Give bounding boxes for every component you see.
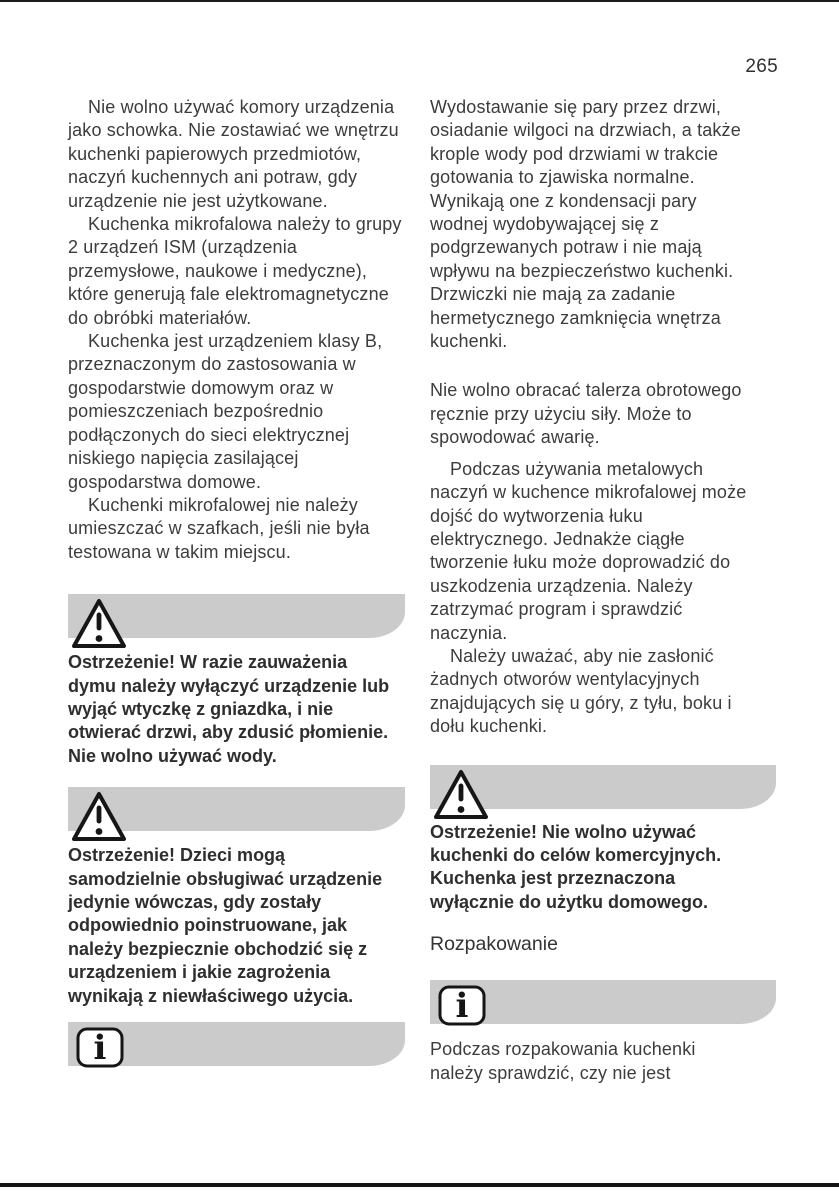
text-line: dołu kuchenki. xyxy=(430,716,548,737)
body-paragraph xyxy=(68,494,405,564)
text-line: Wydostawanie się pary przez drzwi, xyxy=(430,97,722,117)
text-line: wodnej wydobywającej się z xyxy=(430,214,660,235)
text-line: kuchenki papierowych przedmiotów, xyxy=(68,143,362,164)
warning-triangle-icon xyxy=(71,791,127,848)
body-paragraph xyxy=(430,379,776,449)
text-line: spowodować awarię. xyxy=(430,427,600,448)
text-line: umieszczać w szafkach, jeśli nie była xyxy=(68,518,370,539)
text-line: należy sprawdzić, czy nie jest xyxy=(430,1062,671,1083)
text-line: Kuchenka mikrofalowa należy to grupy xyxy=(88,214,402,235)
body-paragraph xyxy=(430,458,776,645)
text-line: Nie wolno obracać talerza obrotowego xyxy=(430,380,742,401)
body-paragraph xyxy=(68,213,405,330)
text-line: Kuchenka jest urządzeniem klasy B, xyxy=(88,331,383,352)
text-line: elektrycznego. Jednakże ciągłe xyxy=(430,528,685,549)
text-line: osiadanie wilgoci na drzwiach, a także xyxy=(430,120,741,141)
text-line: krople wody pod drzwiami w trakcie xyxy=(430,143,719,164)
warning-paragraph xyxy=(68,844,405,1008)
info-banner xyxy=(68,1022,405,1066)
warning-banner xyxy=(68,594,405,638)
warning-banner xyxy=(68,787,405,831)
text-line: urządzeniem i jakie zagrożenia xyxy=(68,962,331,983)
text-line: przeznaczonym do zastosowania w xyxy=(68,354,356,375)
text-line: należy bezpiecznie obchodzić się z xyxy=(68,938,368,959)
info-icon xyxy=(438,985,486,1031)
body-paragraph xyxy=(430,1038,776,1085)
text-line: ręcznie przy użyciu siły. Może to xyxy=(430,403,692,424)
page-number: 265 xyxy=(745,56,778,77)
text-line: gotowania to zjawiska normalne. xyxy=(430,167,695,188)
text-line: tworzenie łuku może doprowadzić do xyxy=(430,552,731,573)
text-line: Kuchenka jest przeznaczona xyxy=(430,868,676,889)
text-line: Kuchenki mikrofalowej nie należy xyxy=(88,494,358,515)
text-line: wpływu na bezpieczeństwo kuchenki. xyxy=(430,260,734,281)
text-line: urządzenie nie jest użytkowane. xyxy=(68,190,328,211)
text-line: kuchenki do celów komercyjnych. xyxy=(430,844,722,865)
text-line: uszkodzenia urządzenia. Należy xyxy=(430,575,693,596)
warning-triangle-icon xyxy=(71,598,127,655)
text-line: podłączonych do sieci elektrycznej xyxy=(68,424,350,445)
text-line: Należy uważać, aby nie zasłonić xyxy=(450,645,714,666)
text-line: zatrzymać program i sprawdzić xyxy=(430,599,683,620)
text-line: naczynia. xyxy=(430,622,508,643)
text-line: Nie wolno używać komory urządzenia xyxy=(88,97,395,117)
text-line: Wynikają one z kondensacji pary xyxy=(430,190,697,211)
text-line: gospodarstwie domowym oraz w xyxy=(68,377,334,398)
text-line: jedynie wówczas, gdy zostały xyxy=(68,891,322,912)
text-line: wyłącznie do użytku domowego. xyxy=(430,891,709,912)
info-banner xyxy=(430,980,776,1027)
text-line: Podczas rozpakowania kuchenki xyxy=(430,1039,696,1060)
warning-paragraph xyxy=(430,821,776,915)
scan-edge-top xyxy=(0,0,839,2)
text-line: Ostrzeżenie! Dzieci mogą xyxy=(68,845,286,866)
info-icon xyxy=(76,1027,124,1073)
text-line: znajdujących się u góry, z tyłu, boku i xyxy=(430,692,732,713)
text-line: hermetycznego zamknięcia wnętrza xyxy=(430,307,721,328)
text-line: żadnych otworów wentylacyjnych xyxy=(430,669,700,690)
text-line: naczyń kuchennych ani potraw, gdy xyxy=(68,167,358,188)
warning-banner xyxy=(430,765,776,809)
text-line: wyjąć wtyczkę z gniazdka, i nie xyxy=(68,698,334,719)
text-line: naczyń w kuchence mikrofalowej może xyxy=(430,482,747,503)
text-line: otwierać drzwi, aby zdusić płomienie. xyxy=(68,722,389,743)
warning-triangle-icon xyxy=(433,769,489,826)
text-line: pomieszczeniach bezpośrednio xyxy=(68,401,324,422)
text-line: podgrzewanych potraw i nie mają xyxy=(430,237,702,258)
body-paragraph xyxy=(68,330,405,494)
text-line: testowana w takim miejscu. xyxy=(68,541,291,562)
text-line: Ostrzeżenie! W razie zauważenia xyxy=(68,652,348,673)
section-heading: Rozpakowanie xyxy=(430,933,558,956)
text-line: samodzielnie obsługiwać urządzenie xyxy=(68,868,383,889)
text-line: 2 urządzeń ISM (urządzenia xyxy=(68,237,298,258)
text-line: Ostrzeżenie! Nie wolno używać xyxy=(430,821,697,842)
text-line: niskiego napięcia zasilającej xyxy=(68,448,299,469)
text-line: które generują fale elektromagnetyczne xyxy=(68,284,389,305)
svg-text:i: i xyxy=(455,986,469,1027)
scan-edge-bottom xyxy=(0,1183,839,1187)
text-line: dymu należy wyłączyć urządzenie lub xyxy=(68,675,390,696)
text-line: kuchenki. xyxy=(430,331,508,352)
text-line: przemysłowe, naukowe i medyczne), xyxy=(68,260,368,281)
text-line: Drzwiczki nie mają za zadanie xyxy=(430,284,676,305)
text-line: gospodarstwa domowe. xyxy=(68,471,262,492)
text-line: jako schowka. Nie zostawiać we wnętrzu xyxy=(68,120,399,141)
left-column xyxy=(68,96,405,1066)
svg-text:i: i xyxy=(93,1028,107,1068)
body-paragraph xyxy=(430,645,776,739)
text-line: dojść do wytworzenia łuku xyxy=(430,505,643,526)
text-line: Podczas używania metalowych xyxy=(450,458,704,479)
body-paragraph xyxy=(68,96,405,213)
text-line: odpowiednio poinstruowane, jak xyxy=(68,915,348,936)
text-line: Nie wolno używać wody. xyxy=(68,745,277,766)
text-line: do obróbki materiałów. xyxy=(68,307,252,328)
right-column xyxy=(430,96,776,1085)
warning-paragraph xyxy=(68,651,405,768)
body-paragraph xyxy=(430,96,776,353)
text-line: wynikają z niewłaściwego użycia. xyxy=(68,985,354,1006)
